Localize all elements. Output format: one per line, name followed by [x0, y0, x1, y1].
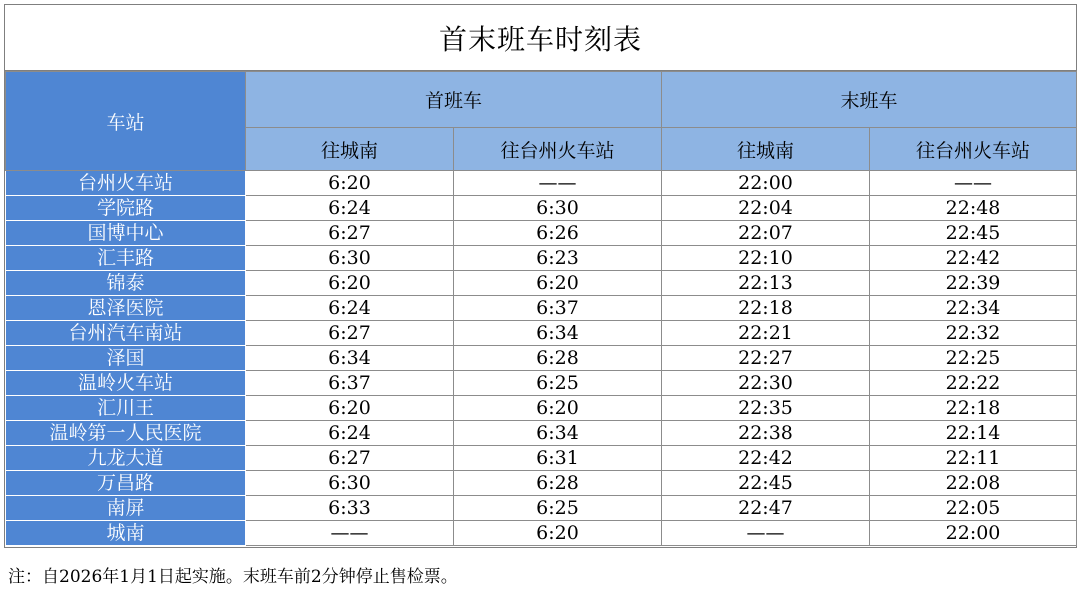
- station-name-cell: 锦泰: [6, 271, 246, 296]
- station-name-cell: 汇丰路: [6, 246, 246, 271]
- first-to-taizhou-cell: 6:25: [454, 496, 662, 521]
- first-to-chengnan-cell: 6:20: [246, 171, 454, 196]
- first-to-chengnan-cell: 6:33: [246, 496, 454, 521]
- first-to-taizhou-cell: 6:28: [454, 346, 662, 371]
- last-to-taizhou-cell: 22:08: [870, 471, 1077, 496]
- station-name-cell: 九龙大道: [6, 446, 246, 471]
- station-name-cell: 国博中心: [6, 221, 246, 246]
- station-name-cell: 恩泽医院: [6, 296, 246, 321]
- table-row: [6, 471, 1077, 496]
- last-to-chengnan-cell: 22:30: [662, 371, 870, 396]
- table-row: [6, 296, 1077, 321]
- station-name-cell: 温岭火车站: [6, 371, 246, 396]
- first-to-chengnan-cell: 6:30: [246, 471, 454, 496]
- last-to-chengnan-cell: 22:35: [662, 396, 870, 421]
- first-to-chengnan-cell: 6:20: [246, 396, 454, 421]
- last-to-chengnan-cell: 22:04: [662, 196, 870, 221]
- header-row-1: [6, 72, 1077, 128]
- table-row: [6, 446, 1077, 471]
- first-to-taizhou-cell: 6:20: [454, 521, 662, 546]
- station-name-cell: 台州火车站: [6, 171, 246, 196]
- station-name-cell: 台州汽车南站: [6, 321, 246, 346]
- table-row: [6, 171, 1077, 196]
- station-name-cell: 汇川王: [6, 396, 246, 421]
- first-to-chengnan-cell: 6:24: [246, 421, 454, 446]
- last-to-chengnan-cell: 22:13: [662, 271, 870, 296]
- station-name-cell: 泽国: [6, 346, 246, 371]
- last-to-chengnan-cell: 22:00: [662, 171, 870, 196]
- last-to-chengnan-cell: 22:10: [662, 246, 870, 271]
- table-row: [6, 346, 1077, 371]
- first-to-taizhou-cell: 6:28: [454, 471, 662, 496]
- last-to-taizhou-cell: 22:14: [870, 421, 1077, 446]
- table-row: [6, 421, 1077, 446]
- first-to-chengnan-cell: 6:37: [246, 371, 454, 396]
- last-to-taizhou-cell: 22:48: [870, 196, 1077, 221]
- last-to-chengnan-cell: 22:47: [662, 496, 870, 521]
- last-to-chengnan-cell: 22:42: [662, 446, 870, 471]
- table-row: [6, 521, 1077, 546]
- first-to-taizhou-cell: 6:34: [454, 421, 662, 446]
- first-to-chengnan-cell: 6:27: [246, 221, 454, 246]
- last-to-chengnan-header: 往城南: [662, 128, 870, 171]
- first-to-taizhou-cell: 6:25: [454, 371, 662, 396]
- last-to-chengnan-cell: ——: [662, 521, 870, 546]
- station-name-cell: 城南: [6, 521, 246, 546]
- table-row: [6, 271, 1077, 296]
- first-to-chengnan-cell: 6:34: [246, 346, 454, 371]
- first-to-chengnan-cell: 6:24: [246, 196, 454, 221]
- last-to-taizhou-cell: 22:39: [870, 271, 1077, 296]
- table-row: [6, 371, 1077, 396]
- first-to-chengnan-cell: 6:27: [246, 321, 454, 346]
- station-column-header: 车站: [6, 72, 246, 171]
- first-to-taizhou-cell: ——: [454, 171, 662, 196]
- last-to-taizhou-cell: 22:32: [870, 321, 1077, 346]
- first-to-taizhou-cell: 6:34: [454, 321, 662, 346]
- first-to-chengnan-cell: ——: [246, 521, 454, 546]
- last-to-taizhou-header: 往台州火车站: [870, 128, 1077, 171]
- last-to-taizhou-cell: 22:22: [870, 371, 1077, 396]
- first-to-taizhou-cell: 6:20: [454, 271, 662, 296]
- last-to-chengnan-cell: 22:07: [662, 221, 870, 246]
- table-row: [6, 496, 1077, 521]
- station-name-cell: 学院路: [6, 196, 246, 221]
- last-to-taizhou-cell: 22:11: [870, 446, 1077, 471]
- table-row: [6, 246, 1077, 271]
- last-to-chengnan-cell: 22:38: [662, 421, 870, 446]
- first-train-header: 首班车: [246, 72, 662, 128]
- last-to-taizhou-cell: 22:05: [870, 496, 1077, 521]
- table-row: [6, 396, 1077, 421]
- first-to-taizhou-cell: 6:31: [454, 446, 662, 471]
- table-row: [6, 221, 1077, 246]
- first-to-taizhou-cell: 6:30: [454, 196, 662, 221]
- timetable: [5, 71, 1077, 546]
- page-title: 首末班车时刻表: [5, 5, 1076, 71]
- last-to-chengnan-cell: 22:27: [662, 346, 870, 371]
- first-to-chengnan-cell: 6:24: [246, 296, 454, 321]
- first-to-chengnan-header: 往城南: [246, 128, 454, 171]
- first-to-taizhou-cell: 6:23: [454, 246, 662, 271]
- last-to-taizhou-cell: 22:00: [870, 521, 1077, 546]
- last-to-taizhou-cell: 22:25: [870, 346, 1077, 371]
- last-to-taizhou-cell: 22:42: [870, 246, 1077, 271]
- first-to-taizhou-cell: 6:37: [454, 296, 662, 321]
- timetable-frame: [4, 4, 1077, 548]
- first-to-chengnan-cell: 6:27: [246, 446, 454, 471]
- last-to-chengnan-cell: 22:18: [662, 296, 870, 321]
- first-to-taizhou-cell: 6:26: [454, 221, 662, 246]
- last-to-taizhou-cell: 22:18: [870, 396, 1077, 421]
- first-to-taizhou-header: 往台州火车站: [454, 128, 662, 171]
- last-to-taizhou-cell: 22:45: [870, 221, 1077, 246]
- table-row: [6, 321, 1077, 346]
- station-name-cell: 万昌路: [6, 471, 246, 496]
- table-row: [6, 196, 1077, 221]
- station-name-cell: 温岭第一人民医院: [6, 421, 246, 446]
- first-to-chengnan-cell: 6:30: [246, 246, 454, 271]
- last-to-taizhou-cell: ——: [870, 171, 1077, 196]
- last-to-chengnan-cell: 22:45: [662, 471, 870, 496]
- first-to-taizhou-cell: 6:20: [454, 396, 662, 421]
- last-to-taizhou-cell: 22:34: [870, 296, 1077, 321]
- station-name-cell: 南屏: [6, 496, 246, 521]
- last-train-header: 末班车: [662, 72, 1077, 128]
- timetable-body: [6, 171, 1077, 546]
- footnote: 注：自2026年1月1日起实施。末班车前2分钟停止售检票。: [8, 567, 458, 587]
- last-to-chengnan-cell: 22:21: [662, 321, 870, 346]
- first-to-chengnan-cell: 6:20: [246, 271, 454, 296]
